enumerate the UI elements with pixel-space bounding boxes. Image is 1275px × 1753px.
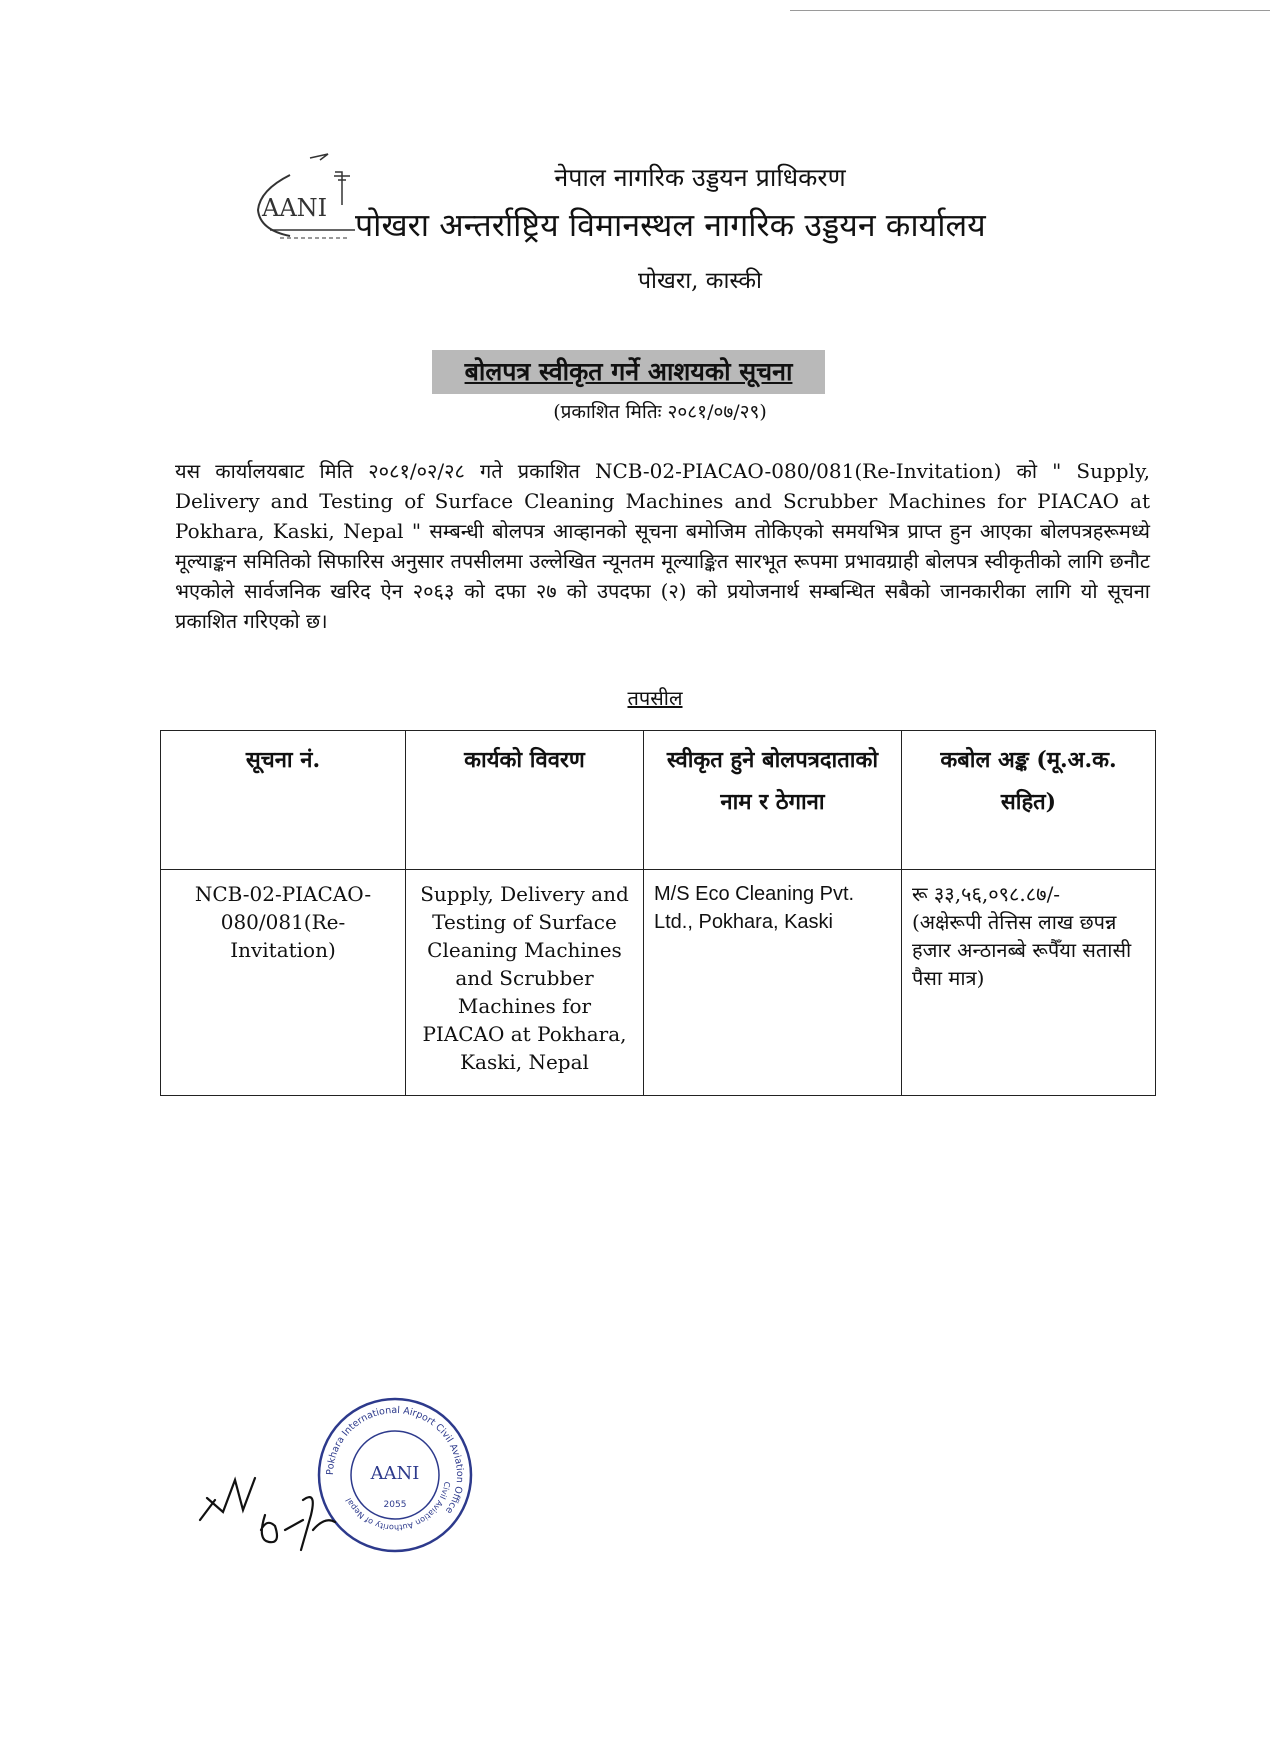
notice-title: बोलपत्र स्वीकृत गर्ने आशयको सूचना — [432, 350, 825, 394]
stamp-outer-text: Pokhara International Airport Civil Aviation Office — [324, 1404, 466, 1516]
bid-details-table — [160, 730, 1156, 1096]
authority-name: नेपाल नागरिक उड्डयन प्राधिकरण — [554, 163, 846, 192]
cell-notice-no: NCB-02-PIACAO-080/081(Re-Invitation) — [161, 870, 406, 1096]
cell-bidder: M/S Eco Cleaning Pvt. Ltd., Pokhara, Kaski — [644, 870, 902, 1096]
stamp-year: 2055 — [383, 1500, 407, 1510]
cell-amount — [902, 870, 1156, 1096]
header-notice-no: सूचना नं. — [161, 731, 406, 870]
svg-text:AANI: AANI — [262, 194, 328, 222]
stamp-inner-text: Civil Aviation Authority of Nepal — [344, 1480, 452, 1533]
header-amount: कबोल अङ्क (मू.अ.क. सहित) — [902, 731, 1156, 870]
cell-description: Supply, Delivery and Testing of Surface Cleaning Machines and Scrubber Machines for PIACAO at Pokhara, Kaski, Nepal — [406, 870, 644, 1096]
office-name: पोखरा अन्तर्राष्ट्रिय विमानस्थल नागरिक उड्डयन कार्यालय — [355, 206, 986, 244]
header-description: कार्यको विवरण — [406, 731, 644, 870]
top-scan-line — [790, 10, 1270, 11]
table-header-row — [161, 731, 1156, 870]
office-location: पोखरा, कास्की — [637, 268, 762, 294]
published-date: (प्रकाशित मितिः २०८१/०७/२९) — [553, 401, 767, 423]
amount-words: (अक्षेरूपी तेत्तिस लाख छपन्न हजार अन्ठानब्बे रूपैँया सतासी पैसा मात्र) — [912, 910, 1132, 990]
stamp-logo-text: AANI — [370, 1463, 420, 1484]
table-caption: तपसील — [627, 686, 683, 710]
amount-figure: रू ३३,५६,०९८.८७/- — [912, 882, 1061, 906]
caan-logo-icon — [250, 150, 365, 250]
table-row — [161, 870, 1156, 1096]
header-bidder: स्वीकृत हुने बोलपत्रदाताको नाम र ठेगाना — [644, 731, 902, 870]
notice-body: यस कार्यालयबाट मिति २०८१/०२/२८ गते प्रकाशित NCB-02-PIACAO-080/081(Re-Invitation) को " Supply, Delivery and Testing of Surface Cleaning Machines and Scrubber Machines for PIACAO at Pokhara, Kaski, Nepal " सम्बन्धी बोलपत्र आव्हानको सूचना बमोजिम तोकिएको समयभित्र प्राप्त हुन आएका बोलपत्रहरूमध्ये मूल्याङ्कन समितिको सिफारिस अनुसार तपसीलमा उल्लेखित न्यूनतम मूल्याङ्कित सारभूत रूपमा प्रभावग्राही बोलपत्र स्वीकृतीको लागि छनौट भएकोले सार्वजनिक खरिद ऐन २०६३ को दफा २७ को उपदफा (२) को प्रयोजनार्थ सम्बन्धित सबैको जानकारीका लागि यो सूचना प्रकाशित गरिएको छ। — [175, 459, 1150, 633]
handwritten-signature — [195, 1460, 345, 1555]
